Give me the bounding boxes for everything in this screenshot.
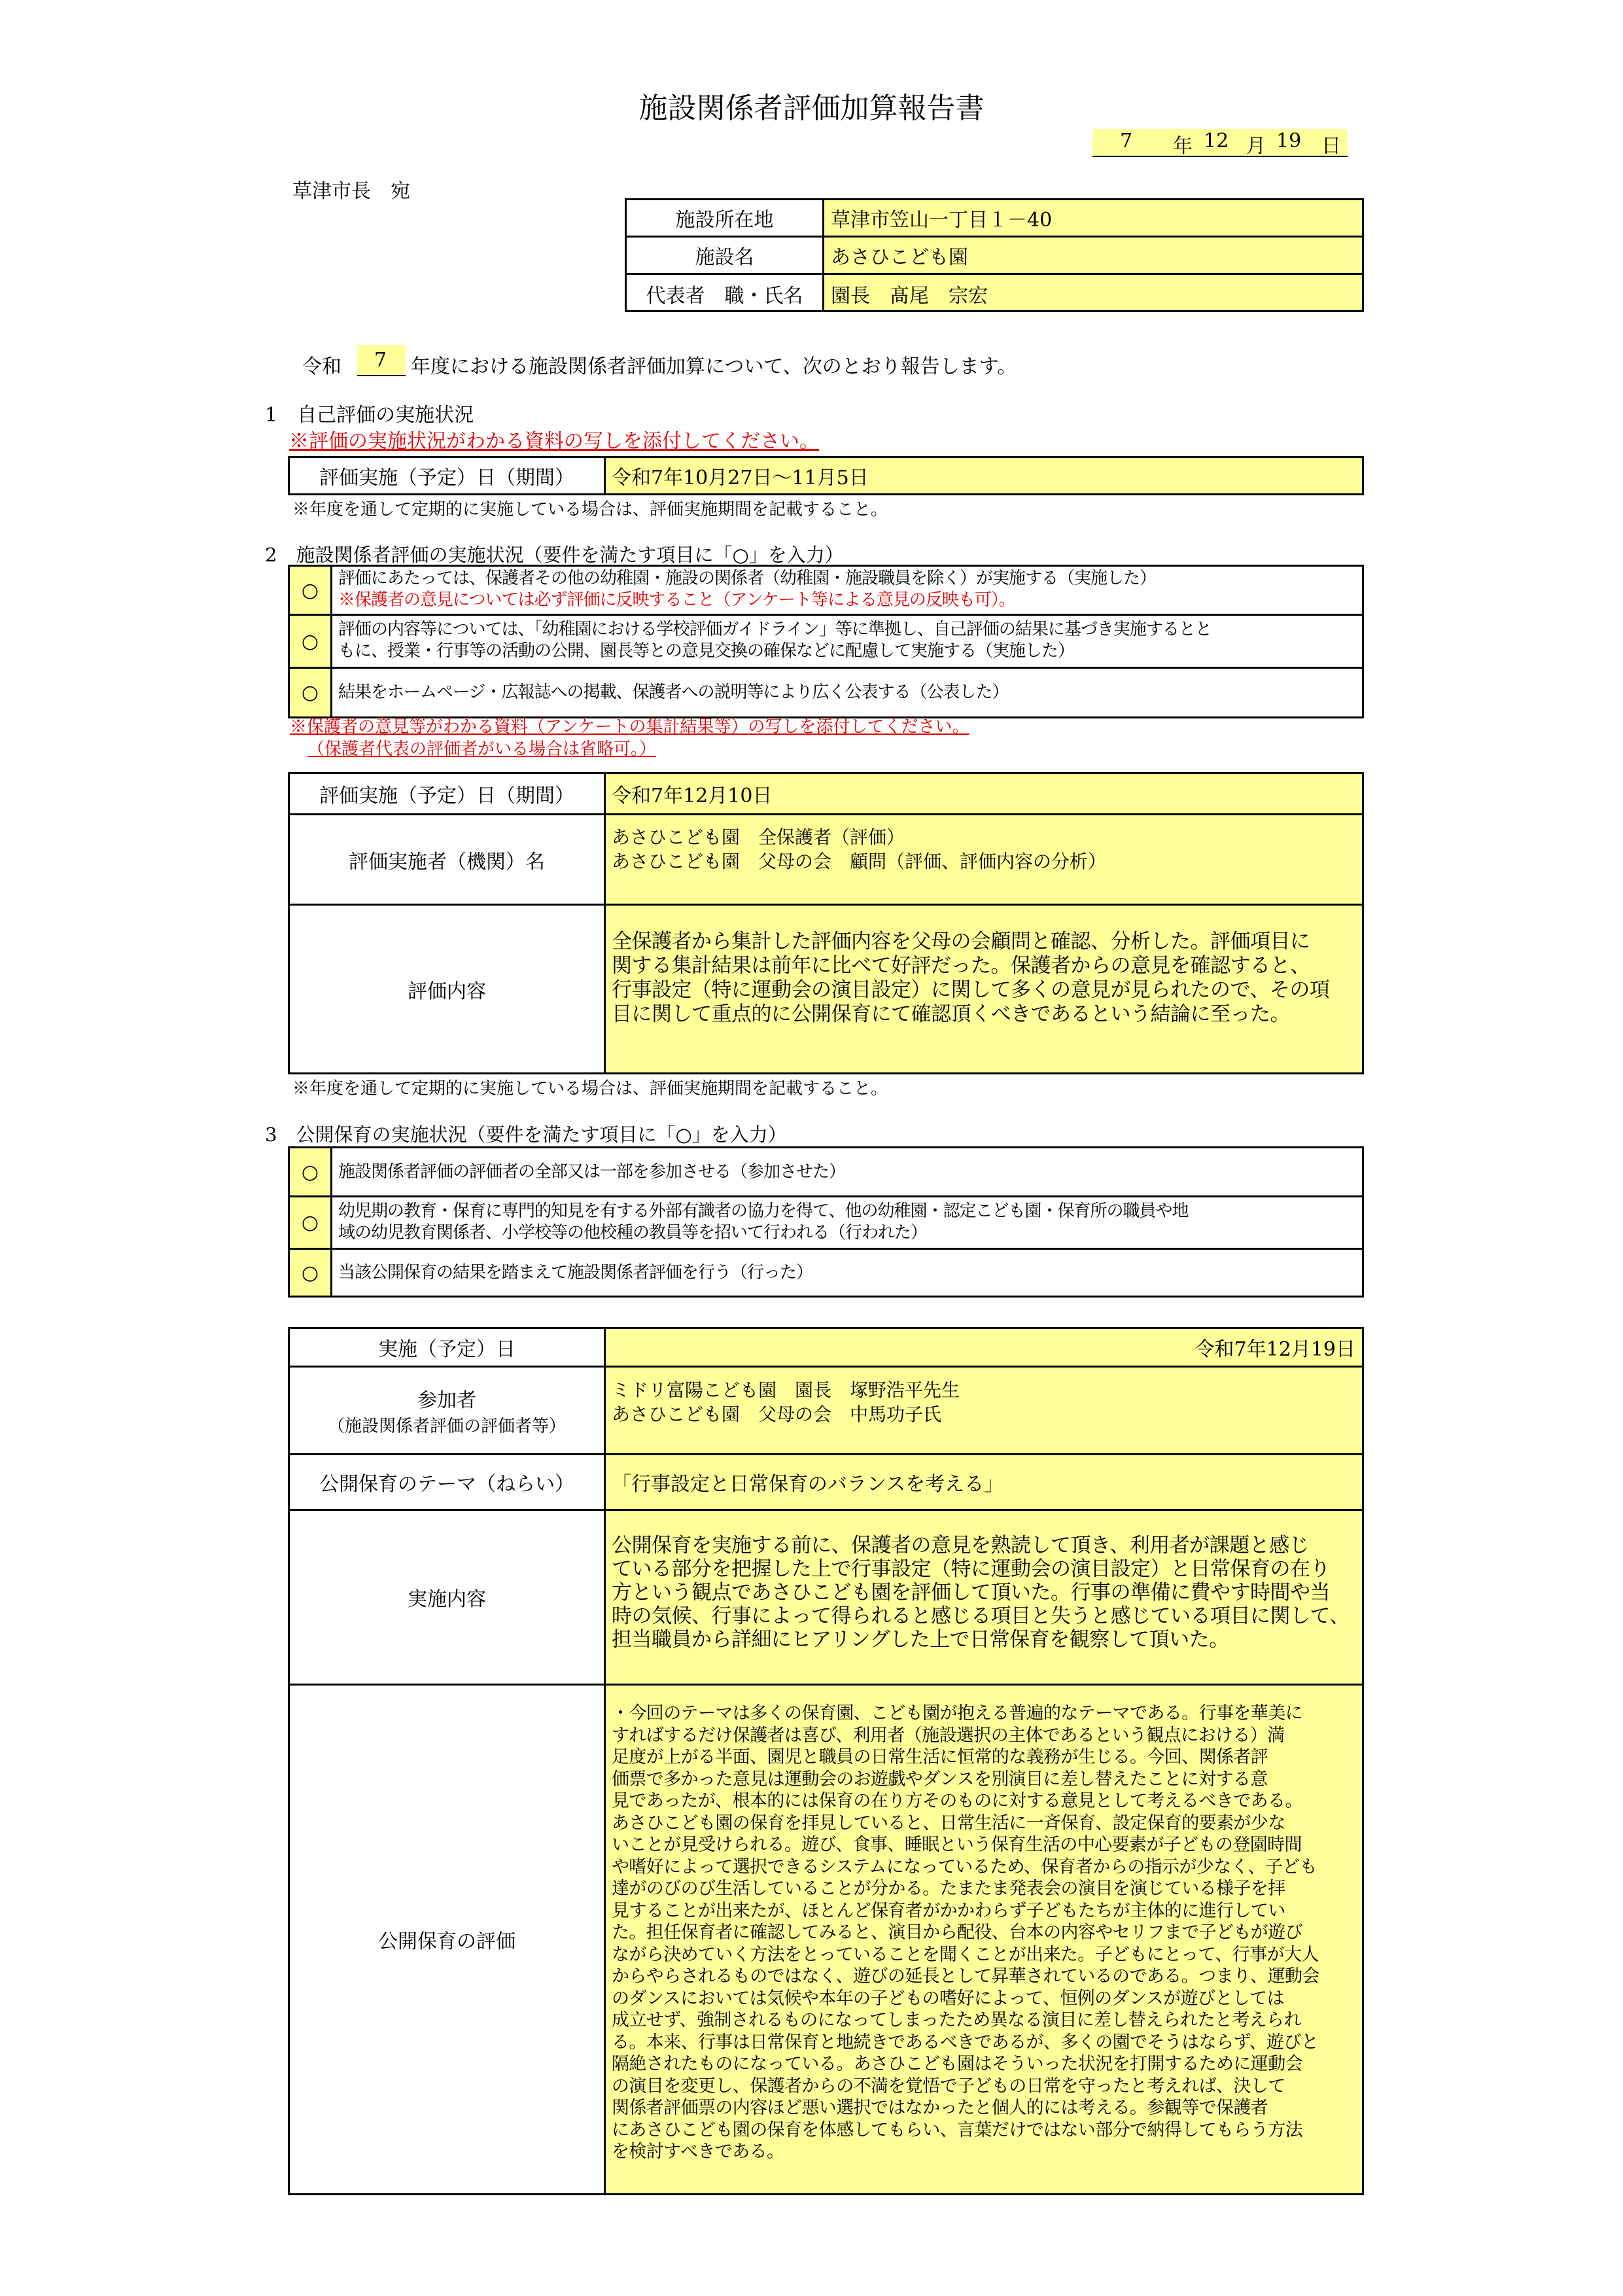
evaluation-line: 価票で多かった意見は運動会のお遊戯やダンスを別演目に差し替えたことに対する意 — [612, 1769, 1268, 1790]
section2-date-label: 評価実施（予定）日（期間） — [319, 785, 574, 807]
section3-theme-label: 公開保育のテーマ（ねらい） — [319, 1473, 574, 1496]
evaluator-line: あさひこども園 全保護者（評価） — [612, 826, 905, 848]
participant-line: あさひこども園 父母の会 中馬功子氏 — [612, 1404, 942, 1425]
content-line: 方という観点であさひこども園を評価して頂いた。行事の準備に費やす時間や当 — [612, 1581, 1330, 1604]
section2-footnote: ※年度を通して定期的に実施している場合は、評価実施期間を記載すること。 — [292, 1079, 888, 1099]
section2-check-text: 結果をホームページ・広報誌への掲載、保護者への説明等により広く公表する（公表した） — [338, 682, 1009, 702]
section2-evaluator-label: 評価実施者（機関）名 — [349, 850, 545, 874]
section3-content-label: 実施内容 — [408, 1588, 486, 1611]
section3-mark-divider — [330, 1148, 332, 1296]
section3-divider — [604, 1329, 606, 2193]
evaluation-line: ながら決めていく方法をとっていることを聞くことが出来た。子どもにとって、行事が大人 — [612, 1944, 1319, 1965]
date-day-label: 日 — [1321, 135, 1341, 158]
content-line: ている部分を把握した上で行事設定（特に運動会の演目設定）と日常保育の在り — [612, 1557, 1330, 1581]
intro-year: 7 — [374, 349, 387, 372]
section3-participants-label: 参加者 — [417, 1389, 476, 1412]
evaluation-line: の演目を変更し、保護者からの不満を覚悟で子どもの日常を守ったと考えれば、決して — [612, 2075, 1285, 2096]
evaluation-line: 足度が上がる半面、園児と職員の日常生活に恒常的な義務が生じる。今回、関係者評 — [612, 1747, 1268, 1767]
section3-theme-value: 「行事設定と日常保育のバランスを考える」 — [612, 1473, 1004, 1496]
section2-content-value — [612, 930, 1329, 1027]
section3-content-value — [612, 1534, 1350, 1651]
section3-participants-sublabel: （施設関係者評価の評価者等） — [327, 1417, 566, 1436]
section2-row-line — [290, 614, 1362, 616]
facility-value-representative: 園長 髙尾 宗宏 — [831, 284, 988, 308]
section1-label: 評価実施（予定）日（期間） — [319, 467, 574, 489]
section2-table — [288, 772, 1364, 1074]
section3-check-mark[interactable]: ○ — [301, 1211, 319, 1234]
section2-check-mark[interactable]: ○ — [301, 578, 319, 602]
section2-check-mark[interactable]: ○ — [301, 629, 319, 653]
section2-value-bg — [606, 774, 1362, 1072]
section1-note: ※評価の実施状況がわかる資料の写しを添付してください。 — [289, 430, 819, 453]
evaluation-line: を検討すべきである。 — [612, 2142, 784, 2162]
date-year: 7 — [1120, 130, 1133, 152]
section2-date-value: 令和7年12月10日 — [612, 785, 773, 807]
intro-prefix: 令和 — [302, 355, 341, 378]
facility-label-name: 施設名 — [695, 246, 754, 269]
section3-check-mark[interactable]: ○ — [301, 1261, 319, 1284]
section3-heading: 3 公開保育の実施状況（要件を満たす項目に「○」を入力） — [265, 1123, 787, 1146]
section3-participants-label-cell — [290, 1368, 604, 1453]
section3-table — [288, 1327, 1364, 2195]
section2-checklist — [288, 565, 1364, 718]
evaluation-line: 見することが出来たが、ほとんど保育者がかかわらず子どもたちが主体的に進行してい — [612, 1900, 1285, 1921]
section3-evaluation-value — [612, 1703, 1319, 2163]
evaluation-line: からやらされるものではなく、遊びの延長として昇華されているのである。つまり、運動会 — [612, 1966, 1319, 1987]
date-month-label: 月 — [1246, 135, 1266, 158]
date-month: 12 — [1204, 130, 1229, 152]
evaluation-line: のダンスにおいては気候や本年の子どもの嗜好によって、恒例のダンスが遊びとしては — [612, 1988, 1284, 2009]
check-red-line: ※保護者の意見については必ず評価に反映すること（アンケート等による意見の反映も可）。 — [338, 590, 1015, 610]
section2-check-text — [338, 568, 1156, 611]
evaluator-line: あさひこども園 父母の会 顧問（評価、評価内容の分析） — [612, 851, 1107, 872]
participant-line: ミドリ富陽こども園 園長 塚野浩平先生 — [612, 1379, 960, 1401]
facility-table — [625, 198, 1364, 312]
evaluation-line: 達がのびのび生活していることが分かる。たまたま発表会の演目を演じている様子を拝 — [612, 1879, 1285, 1899]
section3-row-line — [290, 1195, 1362, 1197]
content-line: 担当職員から詳細にヒアリングした上で日常保育を観察して頂いた。 — [612, 1628, 1229, 1651]
check-line: 評価の内容等については、「幼稚園における学校評価ガイドライン」等に準拠し、自己評価の結果に基づき実施するとと — [338, 620, 1212, 639]
evaluation-line: あさひこども園の保育を拝見していると、日常生活に一斉保育、設定保育的要素が少な — [612, 1812, 1285, 1833]
section3-check-mark[interactable]: ○ — [301, 1160, 319, 1184]
check-line: 域の幼児教育関係者、小学校等の他校種の教員等を招いて行われる（行われた） — [338, 1223, 928, 1243]
evaluation-line: る。本来、行事は日常保育と地続きであるべきであるが、多くの園でそうはならず、遊びと — [612, 2032, 1319, 2053]
section3-date-label: 実施（予定）日 — [378, 1338, 515, 1361]
section3-evaluation-label: 公開保育の評価 — [378, 1930, 515, 1953]
content-line: 行事設定（特に運動会の演目設定）に関して多くの意見が見られたので、その項 — [612, 978, 1330, 1002]
section2-check-mark[interactable]: ○ — [301, 681, 319, 704]
date-underline — [1092, 156, 1348, 157]
facility-divider — [822, 200, 824, 312]
section2-content-label: 評価内容 — [408, 980, 486, 1003]
intro-year-underline — [357, 375, 406, 376]
check-line: 評価にあたっては、保護者その他の幼稚園・施設の関係者（幼稚園・施設職員を除く）が実施する（実施した） — [338, 569, 1157, 588]
facility-label-address: 施設所在地 — [675, 209, 774, 232]
evaluation-line: ・今回のテーマは多くの保育園、こども園が抱える普遍的なテーマである。行事を華美に — [612, 1703, 1302, 1723]
section1-heading: 1 自己評価の実施状況 — [265, 404, 474, 427]
section2-mark-divider — [330, 567, 332, 716]
page-title: 施設関係者評価加算報告書 — [638, 92, 985, 125]
section3-check-text: 当該公開保育の結果を踏まえて施設関係者評価を行う（行った） — [338, 1262, 813, 1282]
evaluation-line: た。担任保育者に確認してみると、演目から配役、台本の内容やセリフまで子どもが遊び — [612, 1922, 1302, 1943]
date-year-label: 年 — [1173, 135, 1193, 158]
section2-note-2: （保護者代表の評価者がいる場合は省略可。） — [307, 739, 657, 759]
evaluation-line: 成立せず、強制されるものになってしまったため異なる演目に差し替えられたと考えられ — [612, 2010, 1301, 2030]
content-line: 目に関して重点的に公開保育にて確認頂くべきであるという結論に至った。 — [612, 1002, 1290, 1026]
section1-divider — [604, 458, 606, 493]
evaluation-line: 見であったが、根本的には保育の在り方そのものに対する意見として考えるべきである。 — [612, 1791, 1302, 1811]
section1-table — [288, 456, 1364, 495]
facility-label-representative: 代表者 職・氏名 — [646, 284, 803, 308]
facility-value-address: 草津市笠山一丁目１－40 — [831, 209, 1053, 232]
check-line: もに、授業・行事等の活動の公開、園長等との意見交換の確保などに配慮して実施する（実施した） — [338, 641, 1075, 661]
section3-check-text — [338, 1201, 1188, 1244]
evaluation-line: すればするだけ保護者は喜び、利用者（施設選択の主体であるという観点における）満 — [612, 1725, 1285, 1746]
evaluation-line: や嗜好によって選択できるシステムになっているため、保育者からの指示が少なく、子ども — [612, 1856, 1318, 1877]
content-line: 関する集計結果は前年に比べて好評だった。保護者からの意見を確認すると、 — [612, 954, 1310, 978]
section3-check-text: 施設関係者評価の評価者の全部又は一部を参加させる（参加させた） — [338, 1161, 846, 1182]
date-day: 19 — [1276, 130, 1302, 152]
section2-check-text — [338, 619, 1212, 662]
content-line: 時の気候、行事によって得られると感じる項目と失うと感じている項目に関して、 — [612, 1604, 1350, 1628]
section2-divider — [604, 774, 606, 1072]
content-line: 公開保育を実施する前に、保護者の意見を熟読して頂き、利用者が課題と感じ — [612, 1534, 1310, 1557]
evaluation-line: にあさひこども園の保育を体感してもらい、言葉だけではない部分で納得してもらう方法 — [612, 2119, 1302, 2140]
facility-value-name: あさひこども園 — [831, 246, 968, 269]
section1-footnote: ※年度を通して定期的に実施している場合は、評価実施期間を記載すること。 — [292, 500, 888, 520]
section3-checklist — [288, 1146, 1364, 1298]
content-line: 全保護者から集計した評価内容を父母の会顧問と確認、分析した。評価項目に — [612, 930, 1310, 953]
section3-participants — [612, 1378, 960, 1426]
section2-evaluator-value — [612, 825, 1106, 874]
evaluation-line: いことが見受けられる。遊び、食事、睡眠という保育生活の中心要素が子どもの登園時間 — [612, 1835, 1302, 1855]
section2-heading: 2 施設関係者評価の実施状況（要件を満たす項目に「○」を入力） — [265, 544, 844, 566]
evaluation-line: 関係者評価票の内容ほど悪い選択ではなかったと個人的には考える。参観等で保護者 — [612, 2098, 1268, 2118]
section2-note-1: ※保護者の意見等がわかる資料（アンケートの集計結果等）の写しを添付してください。 — [290, 717, 969, 737]
check-line: 幼児期の教育・保育に専門的知見を有する外部有識者の協力を得て、他の幼稚園・認定こども園・保育所の職員や地 — [338, 1201, 1189, 1221]
evaluation-line: 隔絶されたものになっている。あさひこども園はそういった状況を打開するために運動会 — [612, 2054, 1302, 2074]
intro-suffix: 年度における施設関係者評価加算について、次のとおり報告します。 — [411, 355, 1017, 378]
addressee: 草津市長 宛 — [292, 180, 410, 203]
section1-value: 令和7年10月27日～11月5日 — [612, 467, 869, 489]
section3-date-value: 令和7年12月19日 — [1195, 1338, 1355, 1361]
